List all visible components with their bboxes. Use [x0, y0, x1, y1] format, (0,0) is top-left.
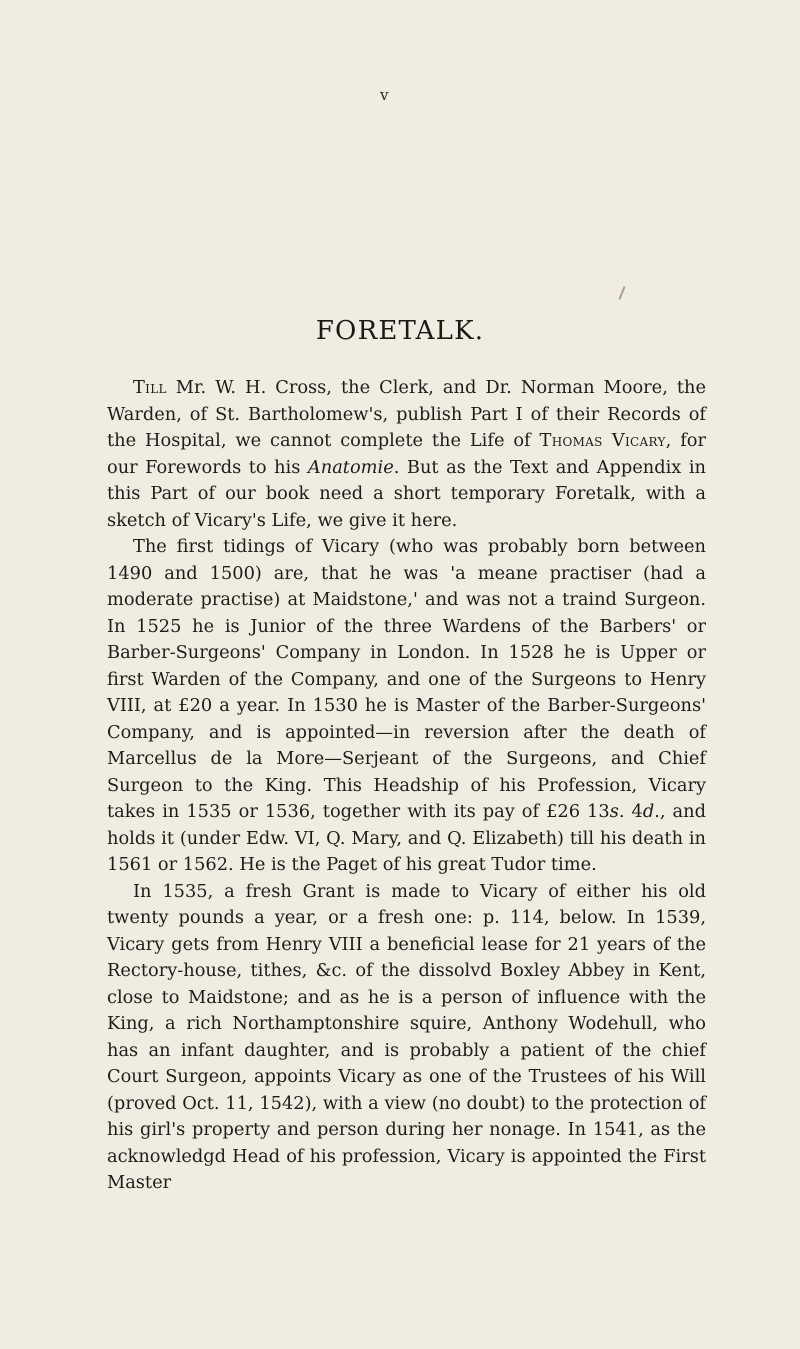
name-smallcaps: Thomas Vicary [539, 430, 666, 451]
text-run: In 1535, a fresh Grant is made to Vicary of either his old twenty pounds a year, or a fresh one: p. 114, below. In 1539, Vicary gets from Henry VIII a beneficial lease for 21 years of the Rectory-house, tithes, &c. of the dissolvd Boxley Abbey in Kent, close to Maidstone; and as he is a person of influence with the King, a rich Northamptonshire squire, Anthony Wodehull, who has an infant daughter, and is probably a patient of the chief Court Surgeon, appoints Vicary as one of the Trustees of his Will (proved Oct. 11, 1542), with a view (no doubt) to the protection of his girl's property and person during her nonage. In 1541, as the acknowledgd Head of his profession, Vicary is appointed the First Master [107, 880, 706, 1193]
text-run: ., and holds it (under Edw. VI, Q. Mary, and Q. Elizabeth) till his death in 1561 or 1562. He is the Paget of his great Tudor time. [107, 801, 706, 875]
text-run: . But as the Text and Appendix in this Part of our book need a short temporary Foretalk, with a sketch of Vicary's Life, we give it here. [107, 456, 707, 531]
paragraph-2 [107, 534, 706, 879]
text-run: , for our Forewords to his [107, 430, 706, 478]
drop-lead-word: Till [133, 377, 167, 398]
currency-italic: s [609, 801, 619, 822]
body-text [107, 375, 706, 1197]
book-title-italic: Anatomie [307, 456, 394, 478]
chapter-title: FORETALK. [315, 316, 485, 346]
paragraph-3 [107, 879, 706, 1197]
margin-pencil-mark [618, 286, 625, 300]
paragraph-1 [107, 375, 706, 534]
text-run: Mr. W. H. Cross, the Clerk, and Dr. Norman Moore, the Warden, of St. Bartholomew's, publish Part I of their Records of the Hospital, we cannot complete the Life of [107, 377, 706, 451]
currency-italic: d [642, 801, 655, 822]
page-number: v [380, 86, 389, 104]
text-run: The first tidings of Vicary (who was probably born between 1490 and 1500) are, that he was 'a meane practiser (had a moderate practise) at Maidstone,' and was not a traind Surgeon. In 1525 he is Junior of the three Wardens of the Barbers' or Barber-Surgeons' Company in London. In 1528 he is Upper or first Warden of the Company, and one of the Surgeons to Henry VIII, at £20 a year. In 1530 he is Master of the Barber-Surgeons' Company, and is appointed—in reversion after the death of Marcellus de la More—Serjeant of the Surgeons, and Chief Surgeon to the King. This Headship of his Profession, Vicary takes in 1535 or 1536, together with its pay of £26 13 [107, 536, 706, 822]
text-run: . 4 [618, 801, 643, 822]
